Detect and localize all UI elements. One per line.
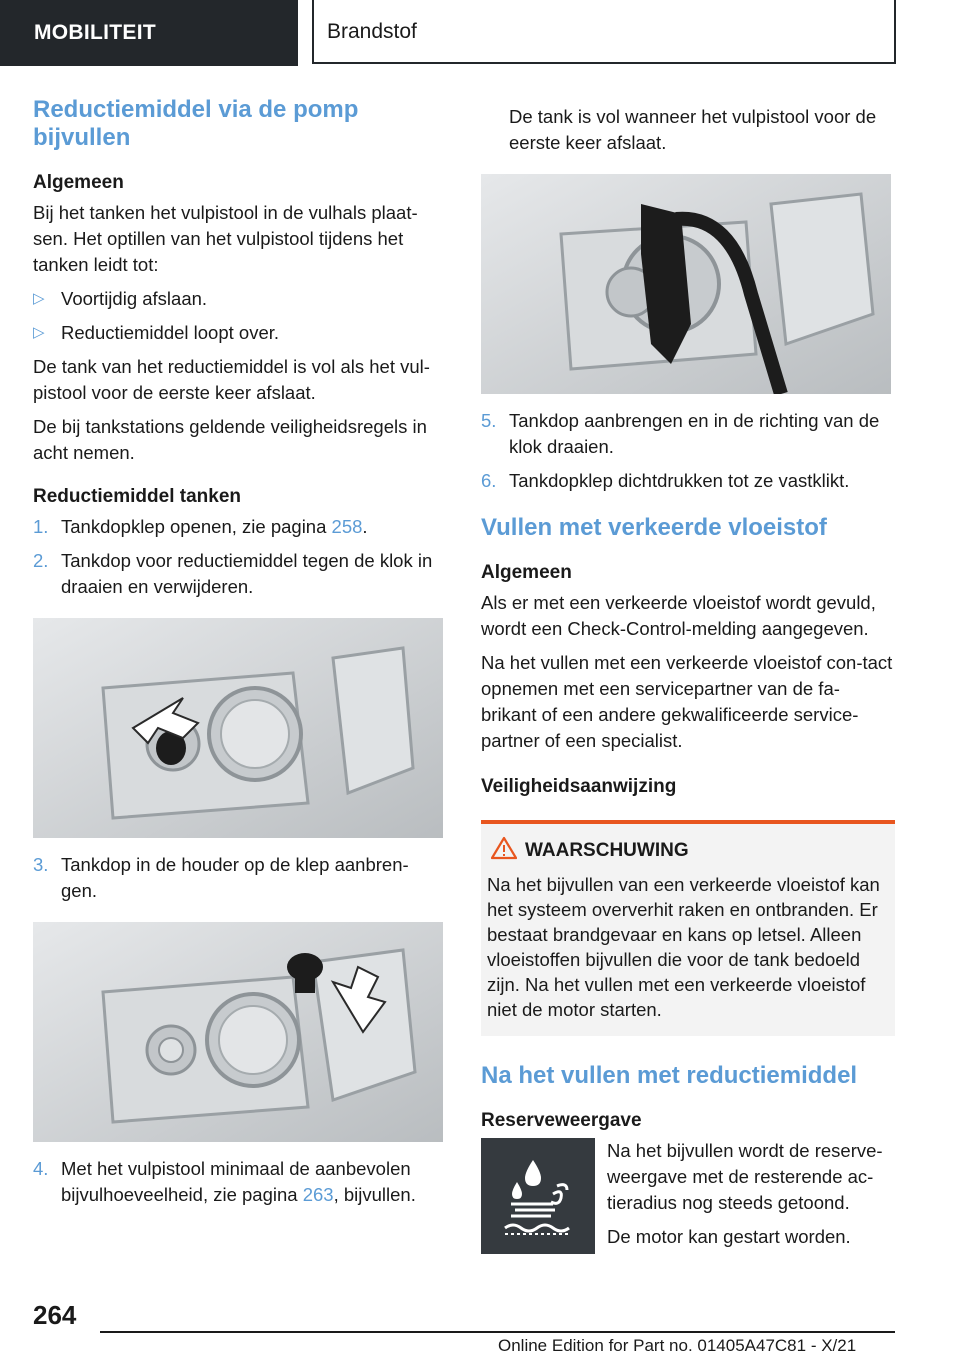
warning-box (481, 820, 895, 1036)
wrong-paragraph-1: Als er met een verkeerde vloeistof wordt gevuld, wordt een Check-Control-melding aangegeven. (481, 592, 876, 639)
page-link[interactable]: 258 (331, 516, 363, 537)
warning-title-text: WAARSCHUWING (525, 840, 689, 861)
footer-divider (100, 1331, 895, 1333)
warning-title (487, 838, 883, 864)
step-number: 2. (33, 550, 49, 571)
warning-text: Na het bijvullen van een verkeerde vloeistof kan het systeem oververhit raken en ontbranden. Er bestaat brandgevaar en kans op letsel. Alleen vloeistoffen bijvullen die voor de tank bedoeld zijn. Na het vullen met een verkeerde vloeistof niet de motor starten. (487, 874, 880, 1020)
wrong-paragraph-2: Na het vullen met een verkeerde vloeistof con-tact opnemen met een servicepartner van de fa-brikant of een andere gekwalificeerde service-partner of een specialist. (481, 652, 893, 751)
step-1 (33, 514, 443, 540)
step-4 (33, 1156, 443, 1208)
chapter-title: MOBILITEIT (0, 0, 298, 66)
refuel-heading: Reductiemiddel tanken (33, 486, 241, 507)
section-heading-wrong-fluid: Vullen met verkeerde vloeistof (481, 514, 827, 541)
paragraph-safety-rules: De bij tankstations geldende veiligheidsregels in acht nemen. (33, 416, 427, 463)
reductant-reserve-icon (481, 1138, 595, 1254)
step-text: Tankdop in de houder op de klep aanbren-gen. (61, 854, 409, 901)
step-2 (33, 548, 443, 600)
section-title: Brandstof (312, 0, 896, 64)
step-number: 6. (481, 470, 497, 491)
edition-text: Online Edition for Part no. 01405A47C81 - X/21 (498, 1336, 857, 1355)
step-suffix: , bijvullen. (333, 1184, 416, 1205)
photo-cap-in-holder (33, 922, 443, 1142)
triangle-bullet-icon: ▷ (33, 324, 45, 341)
bullet-text: Reductiemiddel loopt over. (61, 322, 280, 343)
general-text: Bij het tanken het vulpistool in de vulhals plaat-sen. Het optillen van het vulpistool tijdens het tanken leidt tot: (33, 202, 418, 275)
reserve-display-block (481, 1138, 895, 1258)
paragraph-tank-full-pump: De tank is vol wanneer het vulpistool voor de eerste keer afslaat. (509, 106, 877, 153)
page-header (0, 0, 960, 66)
left-column (33, 96, 443, 1216)
bullet-item (33, 320, 443, 346)
page-number: 264 (33, 1300, 77, 1330)
step-text: Tankdop aanbrengen en in de richting van de klok draaien. (509, 410, 880, 457)
paragraph-tank-full: De tank van het reductiemiddel is vol als het vul-pistool voor de eerste keer afslaat. (33, 356, 430, 403)
step-text: Tankdop voor reductiemiddel tegen de klok in draaien en verwijderen. (61, 550, 433, 597)
step-text: Met het vulpistool minimaal de aanbevolen bijvulhoeveelheid, zie pagina (61, 1158, 411, 1205)
reserve-paragraph-1: Na het bijvullen wordt de reserve-weergave met de resterende ac-tieradius nog steeds getoond. (607, 1140, 883, 1213)
general-heading: Algemeen (33, 172, 124, 193)
step-suffix: . (362, 516, 368, 537)
bullet-item (33, 286, 443, 312)
step-6 (481, 468, 895, 494)
step-5 (481, 408, 895, 460)
page-link[interactable]: 263 (302, 1184, 334, 1205)
section-heading-refill-via-pump: Reductiemiddel via de pomp bijvullen (33, 96, 359, 151)
warning-triangle-icon (491, 836, 517, 860)
step-3 (33, 852, 443, 904)
reserve-heading: Reserveweergave (481, 1110, 642, 1131)
step-number: 5. (481, 410, 497, 431)
photo-nozzle-filling (481, 174, 891, 394)
reserve-paragraph-2: De motor kan gestart worden. (607, 1226, 851, 1247)
bullet-text: Voortijdig afslaan. (61, 288, 208, 309)
step-number: 1. (33, 516, 49, 537)
step-number: 4. (33, 1158, 49, 1179)
safety-heading: Veiligheidsaanwijzing (481, 776, 677, 797)
step-text: Tankdopklep dichtdrukken tot ze vastklikt. (509, 470, 850, 491)
triangle-bullet-icon: ▷ (33, 290, 45, 307)
step-text: Tankdopklep openen, zie pagina (61, 516, 332, 537)
reserve-text (607, 1138, 897, 1258)
section-heading-after-refill: Na het vullen met reductiemiddel (481, 1062, 858, 1089)
wrong-general-heading: Algemeen (481, 562, 572, 583)
step-number: 3. (33, 854, 49, 875)
right-column (481, 104, 895, 1258)
photo-cap-removal (33, 618, 443, 838)
